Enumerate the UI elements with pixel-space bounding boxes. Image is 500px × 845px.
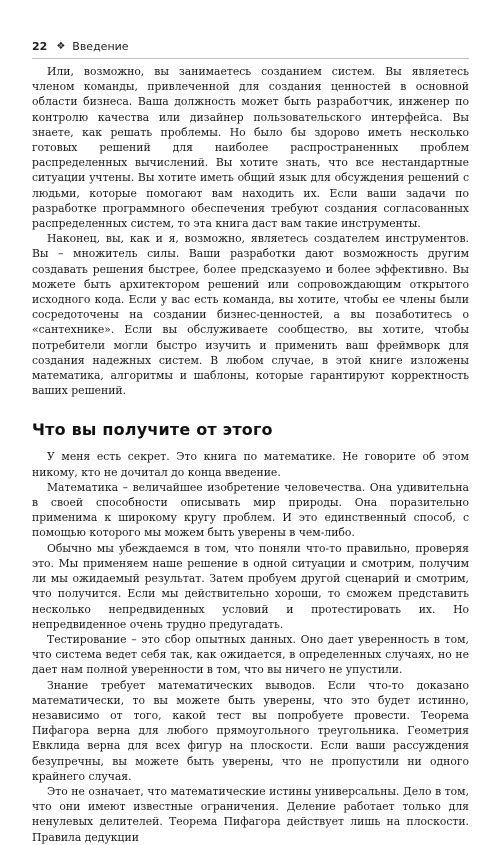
paragraph: Математика – величайшее изобретение человечества. Она удивительна в своей способности описывать мир природы. Она поразительно применима к широкому кругу проблем. И это единственный способ, с помощью которого мы можем быть уверены в чем-либо. — [32, 480, 469, 540]
paragraph: Обычно мы убеждаемся в том, что поняли что-то правильно, проверяя это. Мы применяем наше решение в одной ситуации и смотрим, получим ли мы ожидаемый результат. Затем пробуем другой сценарий и смотрим, что получится. Если мы действительно хороши, то сможем представить несколько непредвиденных условий и протестировать их. Но непредвиденное очень трудно предугадать. — [32, 541, 469, 631]
header-divider — [32, 58, 469, 59]
paragraph: Или, возможно, вы занимаетесь созданием систем. Вы являетесь членом команды, привлеченной для создания ценностей в основной области бизнеса. Ваша должность может быть разработчик, инженер по контролю качества или дизайнер пользовательского интерфейса. Вы знаете, как решать проблемы. Но было бы здорово иметь несколько готовых решений для наиболее распространенных проблем распределенных вычислений. Вы хотите знать, что все нестандартные ситуации учтены. Вы хотите иметь общий язык для обсуждения решений с людьми, которые помогают вам находить их. Если ваши задачи по разработке программного обеспечения требуют создания согласованных распределенных систем, то эта книга даст вам такие инструменты. — [32, 65, 469, 231]
paragraph: Это не означает, что математические истины универсальны. Дело в том, что они имеют известные ограничения. Деление работает только для ненулевых делителей. Теорема Пифагора действует лишь на плоскости. Правила дедукции — [32, 784, 469, 844]
paragraph: У меня есть секрет. Это книга по математике. Не говорите об этом никому, кто не дочитал до конца введение. — [32, 450, 469, 479]
paragraph: Наконец, вы, как и я, возможно, являетесь создателем инструментов. Вы – множитель силы. Ваши разработки дают возможность другим создавать решения быстрее, более предсказуемо и более эффективно. Вы можете быть архитектором решений или сопровождающим открытого исходного кода. Если у вас есть команда, вы хотите, чтобы ее члены были сосредоточены на создании бизнес-ценностей, а вы позаботитесь о «сантехнике». Если вы обслуживаете сообщество, вы хотите, чтобы потребители могли быстро изучить и применить ваш фреймворк для создания надежных систем. В любом случае, в этой книге изложены математика, алгоритмы и шаблоны, которые гарантируют корректность ваших решений. — [32, 232, 469, 398]
page-body — [32, 64, 469, 845]
section-heading: Что вы получите от этого — [32, 420, 273, 440]
section-title: Введение — [72, 39, 129, 53]
page-number: 22 — [32, 39, 48, 53]
ornament-icon: ❖ — [56, 40, 66, 52]
paragraph: Тестирование – это сбор опытных данных. Оно дает уверенность в том, что система ведет себя так, как ожидается, в определенных случаях, но не дает нам полной уверенности в том, что вы ничего не упустили. — [32, 632, 469, 677]
paragraph: Знание требует математических выводов. Если что-то доказано математически, то вы можете быть уверены, что это будет истинно, независимо от того, какой тест вы попробуете провести. Теорема Пифагора верна для любого прямоугольного треугольника. Геометрия Евклида верна для всех фигур на плоскости. Если ваши рассуждения безупречны, вы можете быть уверены, что не пропустили ни одного крайнего случая. — [32, 678, 469, 783]
running-header — [32, 40, 469, 52]
